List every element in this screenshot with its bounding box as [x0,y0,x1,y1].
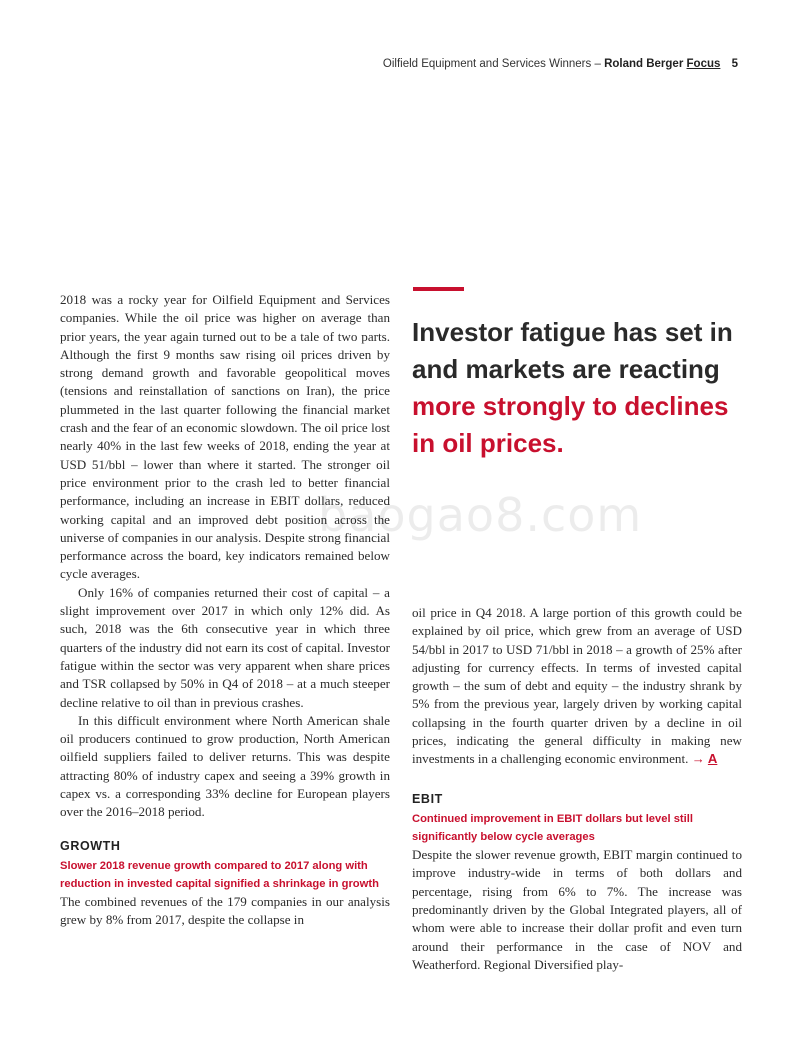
body-paragraph-3: In this difficult environment where North American shale oil producers continued to grow production, North American oilfield suppliers failed to deliver returns. This was despite attracting 80% of industry capex and seeing a 39% growth in capex vs. a corresponding 33% decline for European players over the 2016–2018 period. [60,712,390,820]
brand-name: Roland Berger [604,58,684,70]
report-title: Oilfield Equipment and Services Winners [382,58,592,70]
exhibit-ref: A [707,751,718,767]
body-paragraph-2: Only 16% of companies returned their cost of capital – a slight improvement over 2017 in which only 12% did. As such, 2018 was the 6th consecutive year in which three quarters of the industry did not earn its cost of capital. Investor fatigue within the sector was very apparent when share prices and TSR collapsed by 50% in Q4 of 2018 – at a much steeper decline relative to oil than in previous crashes. [60,584,390,710]
continued-text: oil price in Q4 2018. A large portion of this growth could be explained by oil price, which grew from an average of USD 54/bbl in 2017 to USD 71/bbl in 2018 – a growth of 25% after adjusting for currency effects. In terms of invested capital growth – the sum of debt and equity – the industry shrank by 5% from the previous year, largely driven by working capital collapsing in the fourth quarter driven by a decline in oil prices, indicating the general difficulty in making new investments in a challenging economic environment. [412,605,742,767]
arrow-icon: → [691,751,705,767]
pull-quote-text: Investor fatigue has set in and markets are reacting [412,317,733,384]
ebit-section-title: EBIT [412,791,443,806]
ebit-paragraph: Despite the slower revenue growth, EBIT margin continued to improve industry-wide in terms of both dollars and percentage, rising from 6% to 7%. The increase was predominantly driven by the Global Integrated players, all of whom were able to increase their dollar profit and even turn around their performance in the case of NOV and Weatherford. Regional Diversified play- [412,847,742,972]
exhibit-a-link[interactable] [692,751,718,766]
growth-section-title: GROWTH [60,838,121,853]
growth-section-subtitle: Slower 2018 revenue growth compared to 2017 along with reduction in invested capital signified a shrinkage in growth [60,859,379,890]
ebit-section-subtitle: Continued improvement in EBIT dollars but level still significantly below cycle averages [412,812,693,843]
pull-quote [412,314,742,462]
left-column [60,291,390,930]
watermark: baogao8.com [318,488,643,542]
quote-accent-bar [413,287,464,291]
body-paragraph-1: 2018 was a rocky year for Oilfield Equipment and Services companies. While the oil price was higher on average than prior years, the year again turned out to be a tale of two parts. Although the first 9 months saw rising oil prices driven by strong demand growth and favorable geopolitical moves (tensions and reinstallation of sanctions on Iran), the price plummeted in the last quarter following the financial market crash and the fear of an economic slowdown. The oil price lost nearly 40% in the last few weeks of 2018, ending the year at USD 51/bbl – lower than where it started. The stronger oil price environment prior to the crash led to better financial performance, including an increase in EBIT dollars, reduced working capital and an improved debt position across the universe of companies in our analysis. Despite strong financial performance across the board, key indicators remained below cycle averages. [60,292,390,582]
right-column [412,604,742,974]
body-paragraph-continued [412,604,742,769]
pull-quote-highlight: more strongly to declines in oil prices. [412,391,729,458]
growth-paragraph: The combined revenues of the 179 companies in our analysis grew by 8% from 2017, despite the collapse in [60,894,390,928]
running-header [383,58,738,70]
publication-name: Focus [686,58,721,70]
page-number: 5 [731,58,738,70]
header-separator: – [591,58,605,70]
